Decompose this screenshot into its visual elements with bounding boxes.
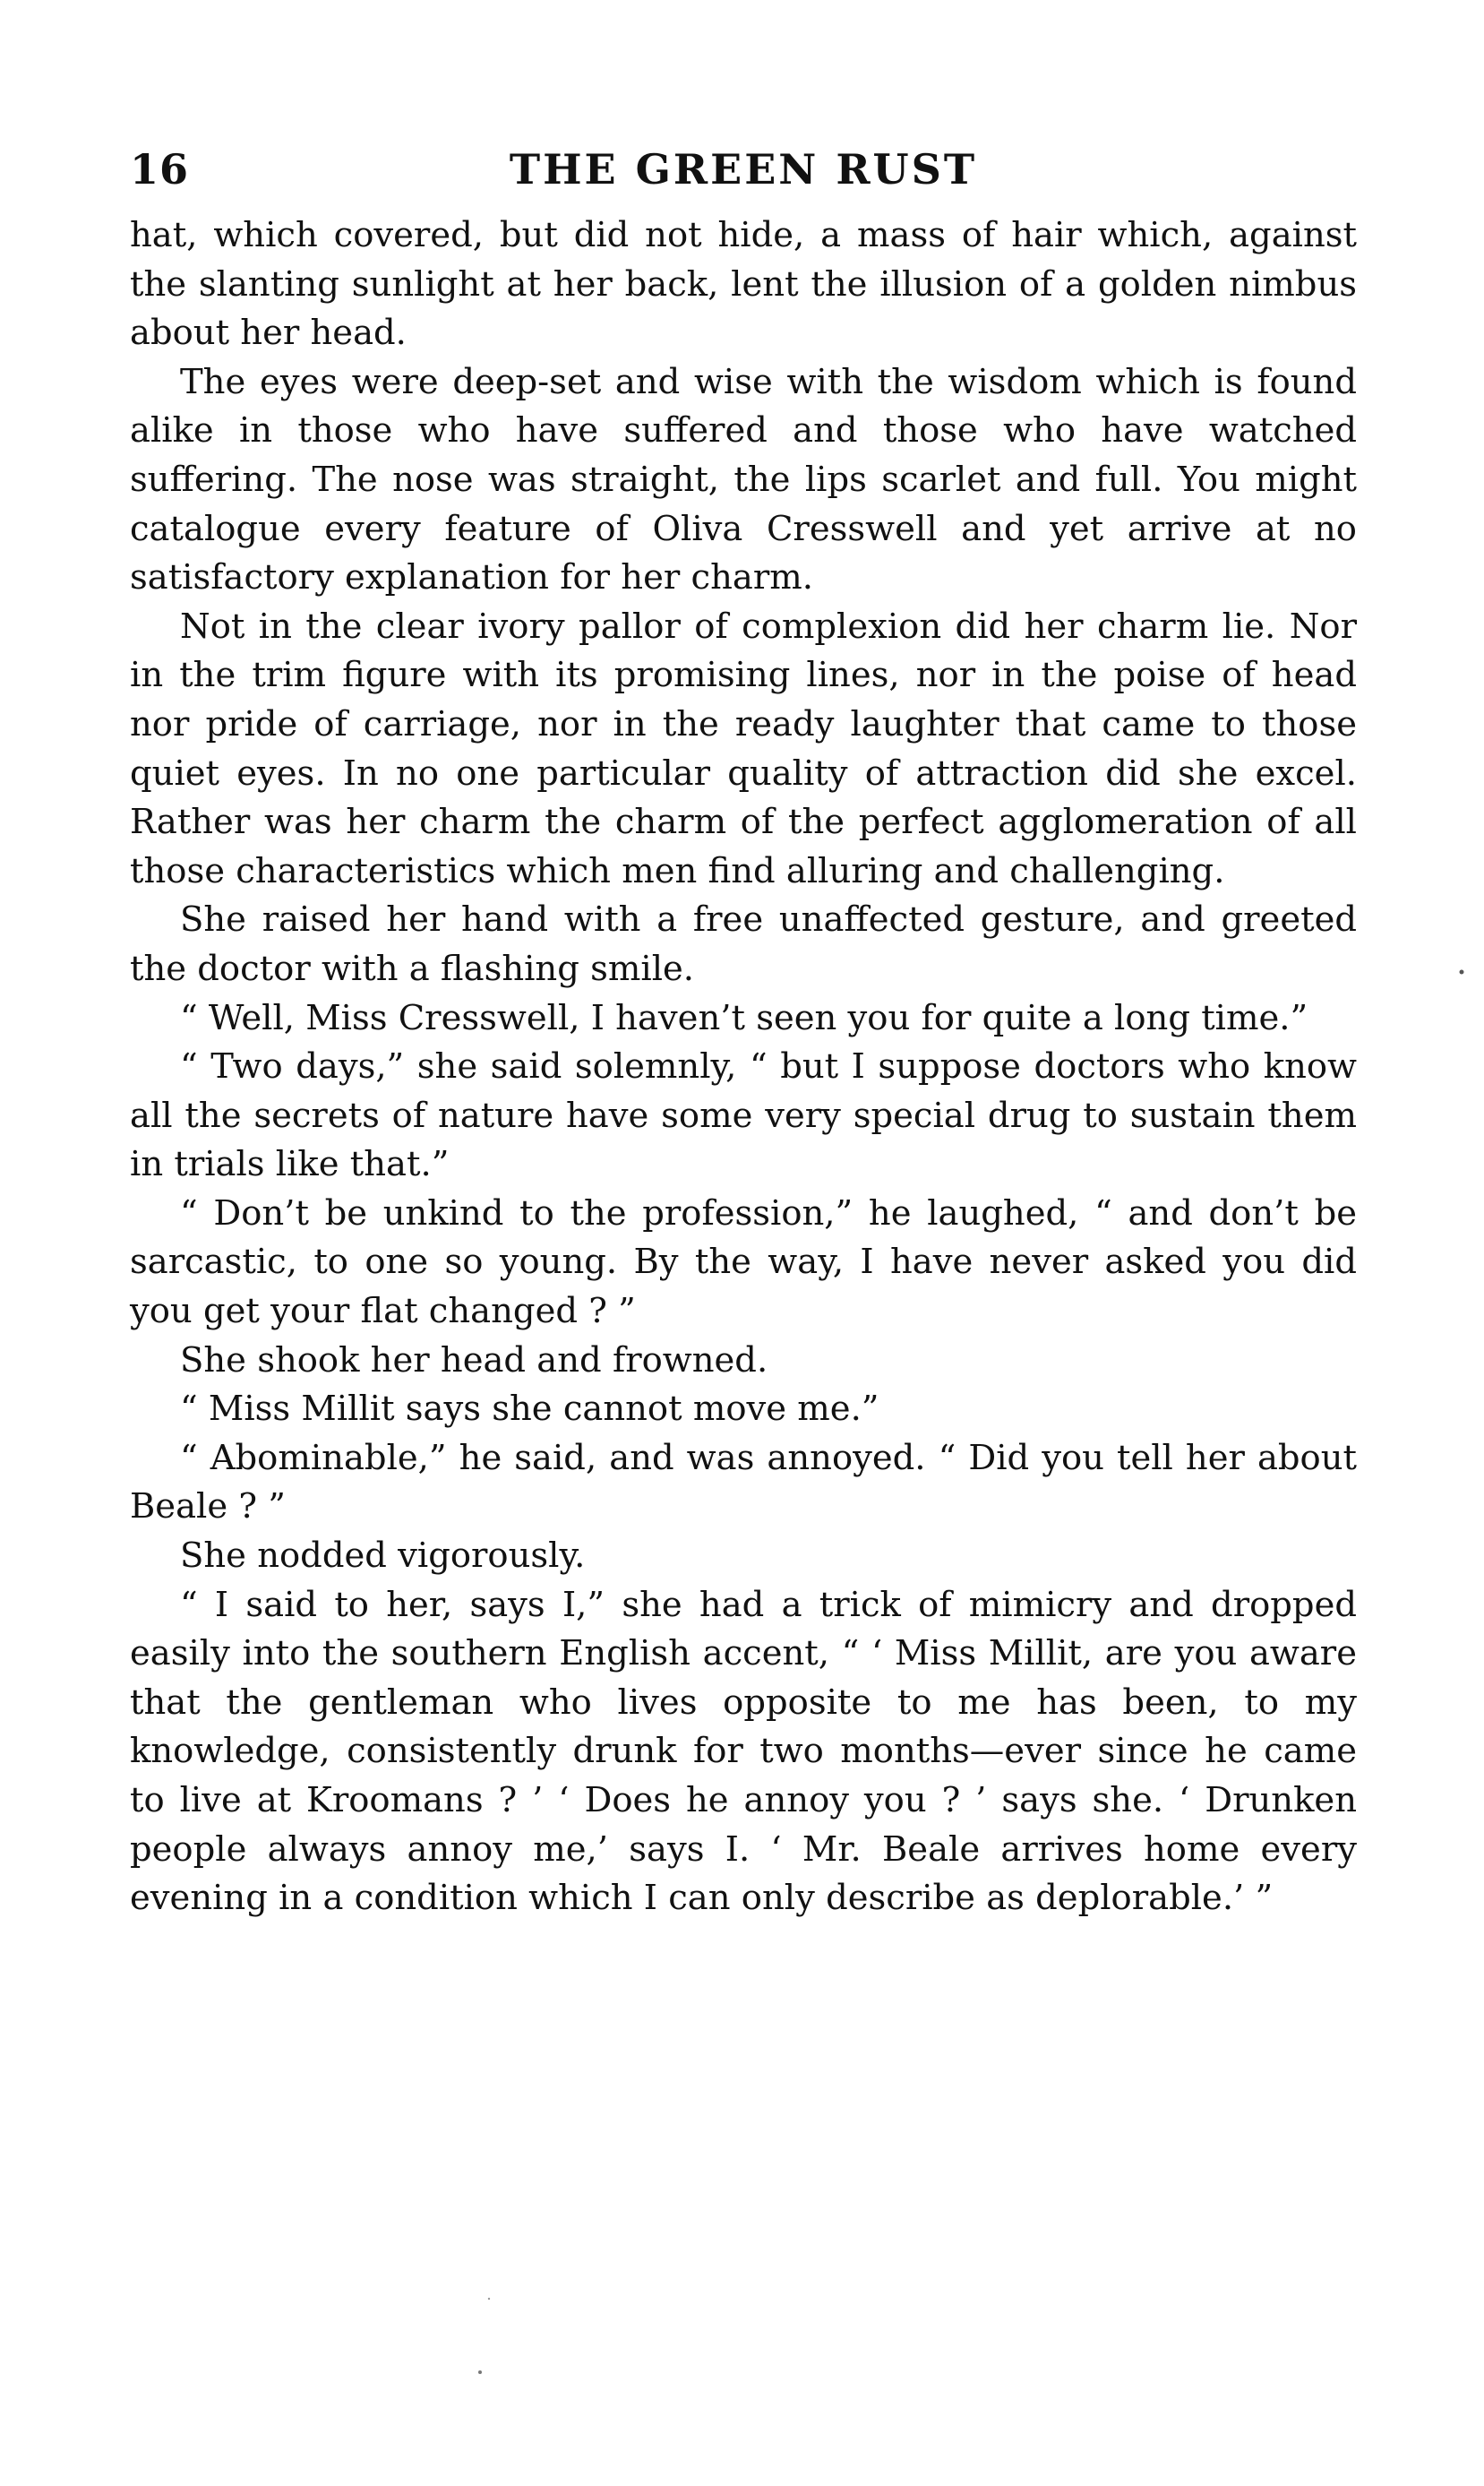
paragraph: She raised her hand with a free unaffected gesture, and greeted the doctor with a flashing smile.: [130, 899, 1357, 989]
paragraph: hat, which covered, but did not hide, a mass of hair which, against the slanting sunlight at her back, lent the illusion of a golden nimbus about her head.: [130, 215, 1357, 354]
page-number: 16: [130, 145, 190, 194]
paragraph: She shook her head and frowned.: [180, 1339, 768, 1381]
body-text: [130, 211, 1357, 1923]
paragraph: Not in the clear ivory pallor of complexion did her charm lie. Nor in the trim figure with its promising lines, nor in the poise of head nor pride of carriage, nor in the ready laughter that came to those quiet eyes. In no one particular quality of attraction did she excel. Rather was her charm the charm of the perfect agglomeration of all those characteristics which men find alluring and challenging.: [130, 606, 1357, 891]
paragraph: The eyes were deep-set and wise with the wisdom which is found alike in those who have suffered and those who have watched suffering. The nose was straight, the lips scarlet and full. You might catalogue every feature of Oliva Cresswell and yet arrive at no satisfactory explanation for her charm.: [130, 361, 1357, 598]
page-header: [130, 125, 1357, 206]
paragraph: “ I said to her, says I,” she had a trick of mimicry and dropped easily into the southern English accent, “ ‘ Miss Millit, are you aware that the gentleman who lives opposite to me has been, to my knowledge, consistently drunk for two months—ever since he came to live at Kroomans ? ’ ‘ Does he annoy you ? ’ says she. ‘ Drunken people always annoy me,’ says I. ‘ Mr. Beale arrives home every evening in a condition which I can only describe as deplorable.’ ”: [130, 1584, 1357, 1919]
paper-speck: [488, 2298, 490, 2300]
paper-speck: [1460, 970, 1464, 975]
paragraph: “ Abominable,” he said, and was annoyed. “ Did you tell her about Beale ? ”: [130, 1437, 1357, 1527]
book-page: [130, 125, 1357, 1923]
paragraph: “ Two days,” she said solemnly, “ but I suppose doctors who know all the secrets of nature have some very special drug to sustain them in trials like that.”: [130, 1046, 1357, 1185]
paper-speck: [478, 2370, 482, 2374]
paragraph: “ Miss Millit says she cannot move me.”: [180, 1389, 879, 1430]
paragraph: “ Well, Miss Cresswell, I haven’t seen you for quite a long time.”: [180, 997, 1308, 1038]
running-title: THE GREEN RUST: [509, 145, 978, 194]
paragraph: She nodded vigorously.: [180, 1535, 586, 1577]
paragraph: “ Don’t be unkind to the profession,” he laughed, “ and don’t be sarcastic, to one so young. By the way, I have never asked you did you get your flat changed ? ”: [130, 1192, 1357, 1332]
